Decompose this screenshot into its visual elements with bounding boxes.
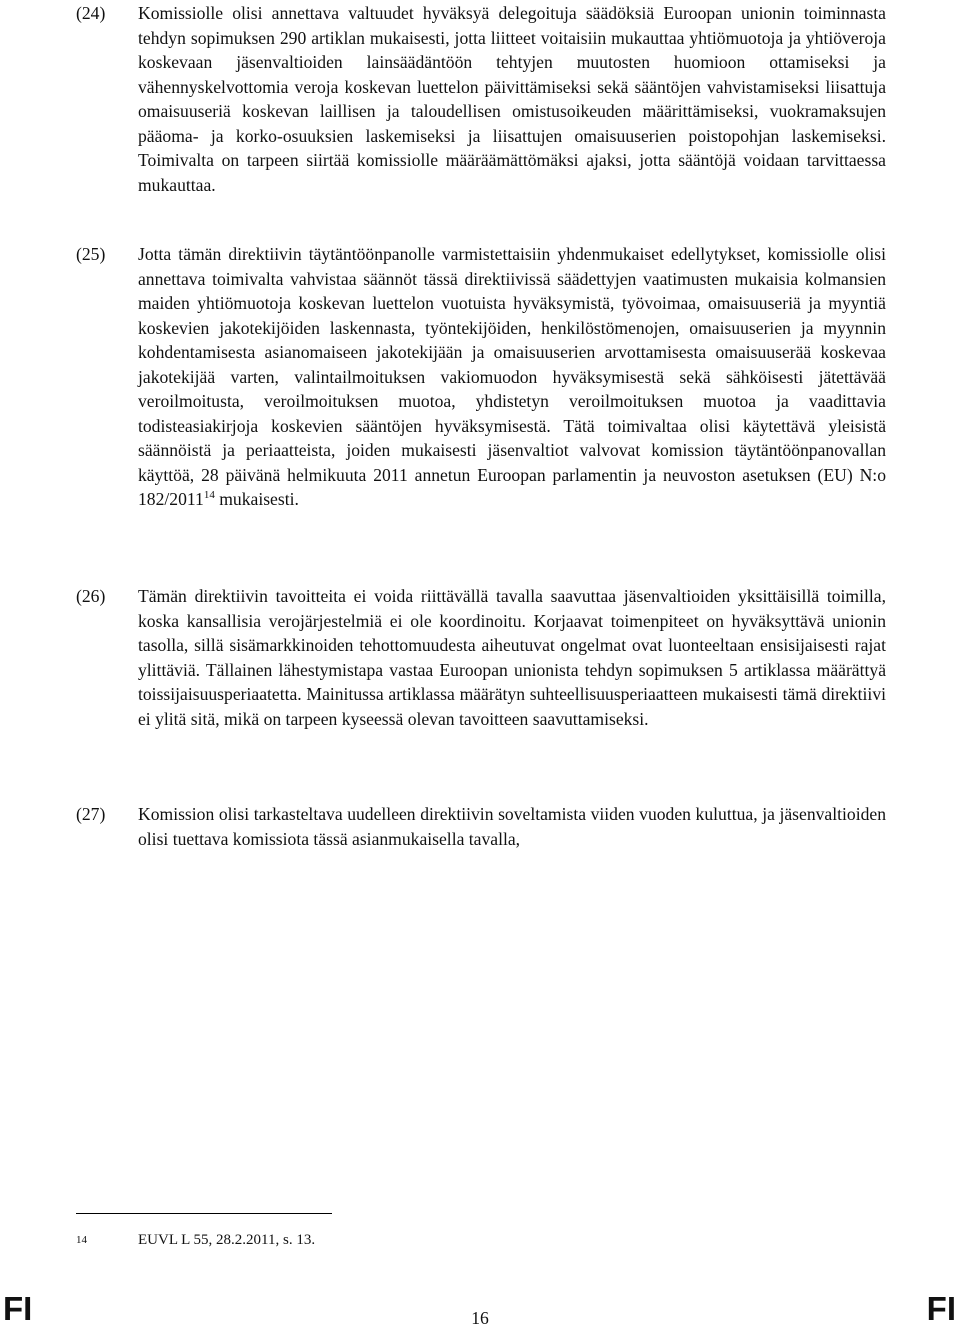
recital-text: Komissiolle olisi annettava valtuudet hyväksyä delegoituja säädöksiä Euroopan unionin toiminnasta tehdyn sopimuksen 290 artiklan mukaisesti, jotta liitteet voitaisiin mukauttaa yhtiömuotoja ja yhtiöveroja koskevaan jäsenvaltioiden lainsäädäntöön tehtyjen muutosten huomioon ottamiseksi ja vähennyskelvottomia veroja koskevan luettelon päivittämiseksi sekä sääntöjen vahvistamiseksi liisattuja omaisuuseriä koskevan laillisen ja taloudellisen omistusoikeuden määrittämiseksi, vuokramaksujen pääoma- ja korko-osuuksien laskemiseksi ja liisattujen omaisuuserien poistopohjan laskemiseksi. Toimivalta on tarpeen siirtää komissiolle määräämättömäksi ajaksi, jotta sääntöjä voidaan tarvittaessa mukauttaa.: [138, 3, 886, 195]
recital-number: (27): [76, 804, 106, 824]
recital-number: (24): [76, 3, 106, 23]
recital-number: (26): [76, 586, 106, 606]
footnote-reference[interactable]: 14: [203, 489, 215, 501]
recital-27: [76, 802, 886, 851]
recital-number: (25): [76, 244, 106, 264]
footnote-text: EUVL L 55, 28.2.2011, s. 13.: [138, 1232, 316, 1248]
footer-language-right: FI: [926, 1290, 956, 1327]
footer-language-left: FI: [3, 1290, 33, 1327]
recital-text: [138, 242, 886, 512]
recital-text-end: mukaisesti.: [214, 489, 299, 509]
footnote-mark: 14: [76, 1234, 87, 1246]
recital-26: [76, 584, 886, 731]
footnote-separator: [76, 1213, 332, 1214]
recital-24: [76, 1, 886, 197]
page-number: 16: [471, 1308, 489, 1328]
recital-text: Komission olisi tarkasteltava uudelleen direktiivin soveltamista viiden vuoden kuluttua, ja jäsenvaltioiden olisi tuettava komissiota tässä asianmukaisella tavalla,: [138, 804, 886, 849]
recital-25: [76, 242, 886, 512]
footnote: [76, 1232, 576, 1249]
recital-text: Tämän direktiivin tavoitteita ei voida riittävällä tavalla saavuttaa jäsenvaltioiden yksittäisillä toimilla, koska kansallisia verojärjestelmiä ei ole koordinoitu. Korjaavat toimenpiteet on hyväksyttävä unionin tasolla, sillä sisämarkkinoiden tehottomuudesta aiheutuvat ongelmat ovat luonteeltaan ensisijaisesti rajat ylittäviä. Tällainen lähestymistapa vastaa Euroopan unionista tehdyn sopimuksen 5 artiklassa määrättyä toissijaisuusperiaatetta. Mainitussa artiklassa määrätyn suhteellisuusperiaatteen mukaisesti tämä direktiivi ei ylitä sitä, mikä on tarpeen kyseessä olevan tavoitteen saavuttamiseksi.: [138, 586, 886, 729]
recital-text-main: Jotta tämän direktiivin täytäntöönpanolle varmistettaisiin yhdenmukaiset edellytykset, komissiolle olisi annettava toimivalta vahvistaa säännöt tässä direktiivissä säädettyjen vaatimusten mukaisia kolmansien maiden yhtiömuotoja koskevan luettelon vuotuista hyväksymistä, työvoimaa, omaisuuseriä ja myyntiä koskevien jakotekijöiden laskennasta, työntekijöiden, henkilöstömenojen, omaisuuserien ja myynnin kohdentamisesta asianomaiseen jakotekijään ja omaisuuserien arvottamisesta omaisuuserää koskevaa jakotekijää varten, valintailmoituksen vakiomuodon hyväksymisestä sekä sähköisesti jätettävää veroilmoitusta, veroilmoituksen muotoa, yhdistetyn veroilmoituksen muotoa ja vaadittavia todisteasiakirjoja koskevien sääntöjen hyväksymisestä. Tätä toimivaltaa olisi käytettävä yleisistä säännöistä ja periaatteista, joiden mukaisesti jäsenvaltiot valvovat komission täytäntöönpanovallan käyttöä, 28 päivänä helmikuuta 2011 annetun Euroopan parlamentin ja neuvoston asetuksen (EU) N:o 182/2011: [138, 244, 886, 509]
